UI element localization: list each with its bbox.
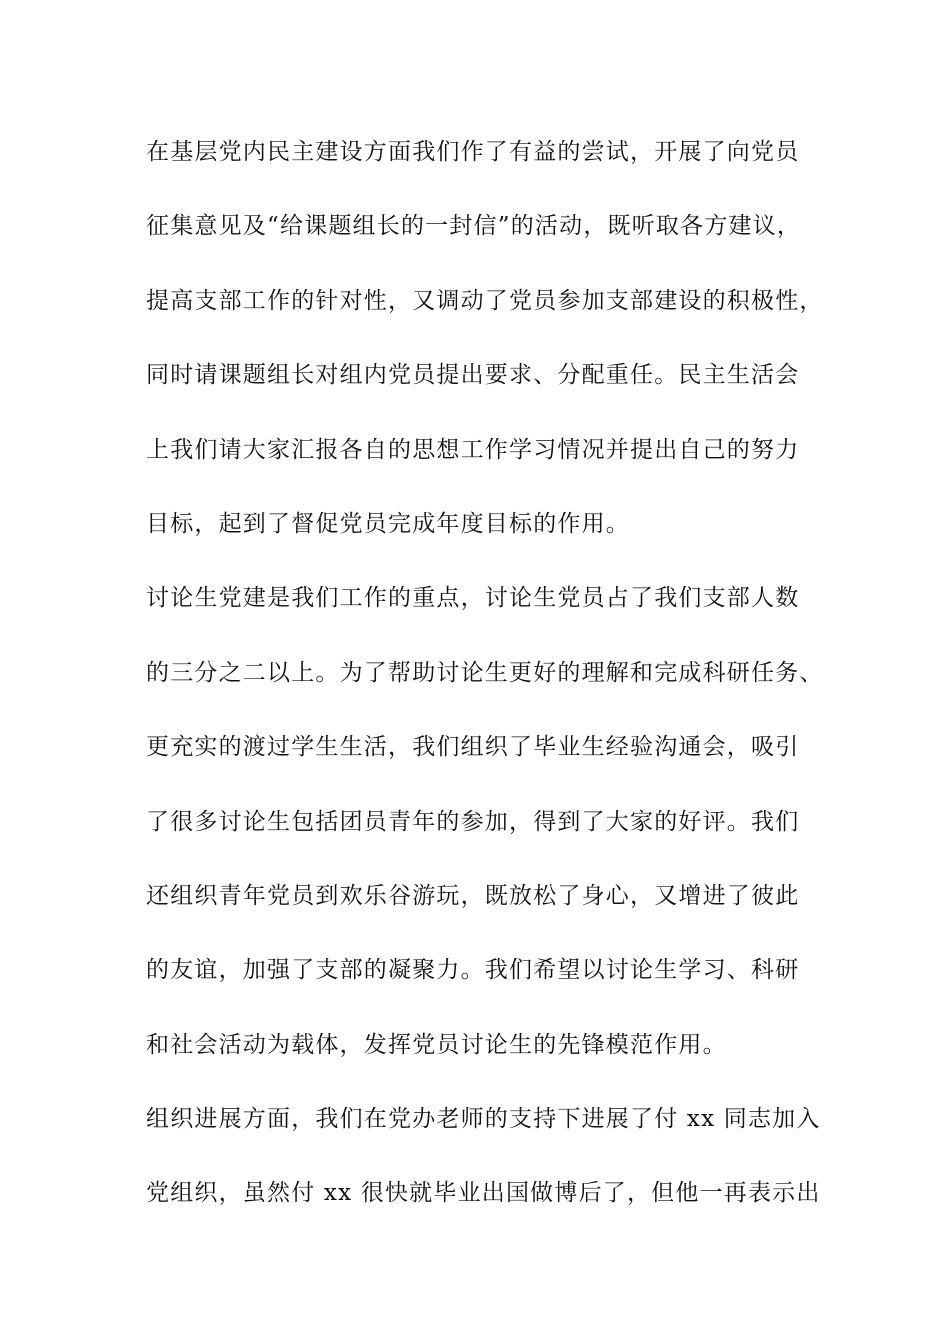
- text-line: 和社会活动为载体，发挥党员讨论生的先锋模范作用。: [146, 1031, 727, 1058]
- text-line: 提高支部工作的针对性，又调动了党员参加支部建设的积极性，: [146, 287, 824, 314]
- text-line: 征集意见及“给课题组长的一封信”的活动，既听取各方建议，: [146, 213, 802, 240]
- text-line: 还组织青年党员到欢乐谷游玩，既放松了身心，又增进了彼此: [146, 882, 800, 909]
- text-line: 的友谊，加强了支部的凝聚力。我们希望以讨论生学习、科研: [146, 957, 800, 984]
- text-line: 目标，起到了督促党员完成年度目标的作用。: [146, 510, 630, 537]
- text-line: 更充实的渡过学生生活，我们组织了毕业生经验沟通会，吸引: [146, 734, 800, 761]
- text-line: 党组织，虽然付 xx 很快就毕业出国做博后了，但他一再表示出: [146, 1180, 821, 1207]
- text-line: 讨论生党建是我们工作的重点，讨论生党员占了我们支部人数: [146, 585, 800, 612]
- text-line: 在基层党内民主建设方面我们作了有益的尝试，开展了向党员: [146, 139, 800, 165]
- text-line: 了很多讨论生包括团员青年的参加，得到了大家的好评。我们: [146, 808, 800, 835]
- document-body: [146, 130, 826, 1246]
- text-line: 的三分之二以上。为了帮助讨论生更好的理解和完成科研任务、: [146, 659, 824, 686]
- text-line: 同时请课题组长对组内党员提出要求、分配重任。民主生活会: [146, 362, 800, 389]
- text-line: 上我们请大家汇报各自的思想工作学习情况并提出自己的努力: [146, 436, 800, 463]
- text-line: 组织进展方面，我们在党办老师的支持下进展了付 xx 同志加入: [146, 1106, 821, 1133]
